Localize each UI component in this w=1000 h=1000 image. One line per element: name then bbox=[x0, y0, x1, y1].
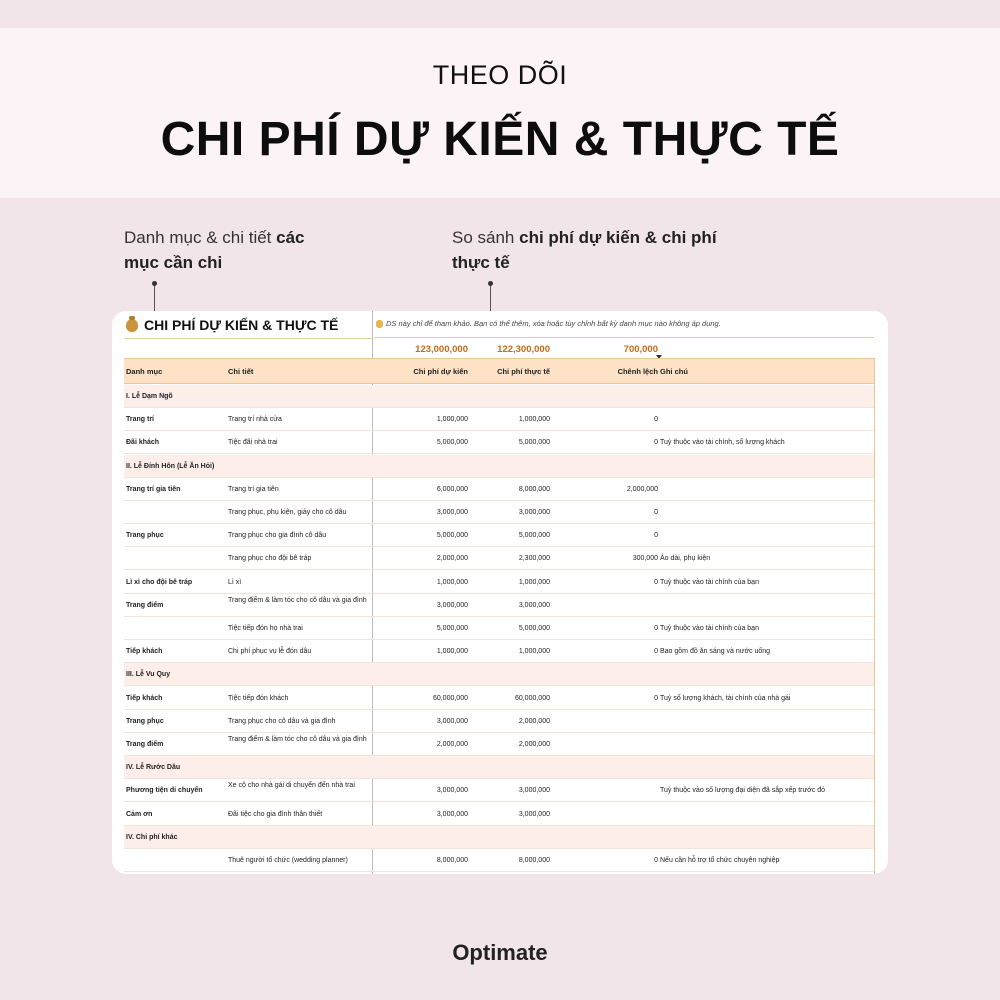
cell-category[interactable]: Tiếp khách bbox=[126, 648, 163, 656]
section-label[interactable]: II. Lễ Đính Hôn (Lễ Ăn Hỏi) bbox=[126, 462, 215, 470]
cell-actual[interactable]: 8,000,000 bbox=[518, 485, 550, 493]
cell-category[interactable]: Trang trí bbox=[126, 416, 155, 424]
cell-planned[interactable]: 5,000,000 bbox=[436, 439, 468, 447]
sheet-title bbox=[126, 317, 338, 333]
pointing-hand-icon bbox=[376, 320, 383, 328]
section-row bbox=[124, 455, 874, 478]
sheet-title-text: CHI PHÍ DỰ KIẾN & THỰC TẾ bbox=[144, 317, 339, 333]
cell-actual[interactable]: 1,000,000 bbox=[518, 416, 550, 424]
annotation-left bbox=[124, 225, 344, 275]
cell-detail[interactable]: Trang phục, phụ kiện, giày cho cô dâu bbox=[228, 509, 347, 516]
table-row bbox=[124, 803, 874, 826]
cell-note[interactable]: Bao gồm đồ ăn sáng và nước uống bbox=[660, 648, 771, 656]
cell-actual[interactable]: 1,000,000 bbox=[518, 648, 550, 656]
cell-note[interactable]: Tuỳ số lượng khách, tài chính của nhà gái bbox=[660, 694, 791, 702]
cell-difference[interactable]: 0 bbox=[654, 694, 658, 702]
column-header-difference[interactable]: Chênh lệch bbox=[617, 367, 658, 376]
table-row bbox=[124, 547, 874, 570]
cell-difference[interactable]: 0 bbox=[654, 648, 658, 656]
section-label[interactable]: IV. Chi phí khác bbox=[126, 833, 178, 841]
cell-actual[interactable]: 2,300,000 bbox=[518, 555, 550, 563]
table-row bbox=[124, 524, 874, 547]
column-header-category[interactable]: Danh mục bbox=[126, 367, 163, 376]
cell-category[interactable]: Phương tiện di chuyển bbox=[126, 787, 203, 795]
cell-planned[interactable]: 1,000,000 bbox=[436, 578, 468, 586]
section-row bbox=[124, 663, 874, 686]
cell-planned[interactable]: 8,000,000 bbox=[436, 857, 468, 864]
money-bag-icon bbox=[126, 319, 138, 332]
table-row bbox=[124, 431, 874, 454]
section-row bbox=[124, 385, 874, 408]
brand-logo: Optimate bbox=[452, 940, 548, 965]
cell-detail[interactable]: Chi phí phục vụ lễ đón dâu bbox=[228, 648, 312, 656]
cell-planned[interactable]: 3,000,000 bbox=[436, 717, 468, 725]
table-row bbox=[124, 594, 874, 617]
table-row bbox=[124, 640, 874, 663]
annotation-right-dot bbox=[488, 281, 493, 286]
total-difference[interactable]: 700,000 bbox=[623, 344, 658, 355]
annotation-right-text: So sánh bbox=[452, 228, 520, 247]
cell-actual[interactable]: 60,000,000 bbox=[514, 694, 550, 702]
cell-category[interactable]: Đãi khách bbox=[126, 439, 160, 447]
sheet-note bbox=[376, 319, 721, 328]
column-header-detail[interactable]: Chi tiết bbox=[228, 367, 254, 376]
cell-planned[interactable]: 5,000,000 bbox=[436, 625, 468, 632]
cell-detail[interactable]: Tiệc tiếp đón họ nhà trai bbox=[228, 625, 303, 632]
cell-actual[interactable]: 3,000,000 bbox=[518, 787, 550, 795]
cell-actual[interactable]: 3,000,000 bbox=[518, 601, 550, 609]
cell-note[interactable]: Tuỳ thuộc vào số lượng đại diện đã sắp xếp trước đó bbox=[660, 787, 825, 795]
table-row bbox=[124, 571, 874, 594]
expense-sheet bbox=[112, 311, 888, 874]
cell-category[interactable]: Cảm ơn bbox=[126, 810, 153, 818]
cell-detail[interactable]: Trang phục cho gia đình cô dâu bbox=[228, 532, 327, 540]
cell-actual[interactable]: 5,000,000 bbox=[518, 439, 550, 447]
cell-actual[interactable]: 1,000,000 bbox=[518, 578, 550, 586]
cell-planned[interactable]: 60,000,000 bbox=[432, 694, 468, 702]
section-row bbox=[124, 826, 874, 849]
cell-actual[interactable]: 8,000,000 bbox=[518, 857, 550, 864]
page-kicker: THEO DÕI bbox=[432, 60, 568, 90]
cell-note[interactable]: Tuỳ thuộc vào tài chính của bạn bbox=[660, 578, 759, 586]
cell-detail[interactable]: Đãi tiệc cho gia đình thân thiết bbox=[228, 810, 323, 818]
page-title: CHI PHÍ DỰ KIẾN & THỰC TẾ bbox=[160, 113, 840, 166]
cell-note[interactable]: Áo dài, phụ kiện bbox=[660, 555, 711, 563]
section-label[interactable]: IV. Lễ Rước Dâu bbox=[126, 764, 181, 772]
annotation-left-bold: các mục cần chi bbox=[124, 228, 305, 272]
total-actual[interactable]: 122,300,000 bbox=[497, 344, 550, 355]
table-row bbox=[124, 849, 874, 872]
cell-difference[interactable]: 0 bbox=[654, 416, 658, 424]
cell-detail[interactable]: Lì xì bbox=[228, 578, 242, 586]
annotation-right-bold: chi phí dự kiến & chi phí thực tế bbox=[452, 228, 717, 272]
cell-detail[interactable]: Thuê người tổ chức (wedding planner) bbox=[228, 857, 348, 864]
cell-detail[interactable]: Trang phục cho đội bê tráp bbox=[228, 555, 312, 563]
cell-actual[interactable]: 5,000,000 bbox=[518, 532, 550, 540]
annotation-left-text: Danh mục & chi tiết bbox=[124, 228, 277, 247]
cell-category[interactable]: Trang phục bbox=[126, 717, 164, 725]
totals-divider bbox=[374, 337, 874, 338]
cell-category[interactable]: Lì xì cho đội bê tráp bbox=[126, 578, 193, 586]
cell-category[interactable]: Trang trí gia tiên bbox=[126, 485, 181, 493]
cell-planned[interactable]: 5,000,000 bbox=[436, 532, 468, 540]
cell-planned[interactable]: 3,000,000 bbox=[436, 787, 468, 795]
cell-planned[interactable]: 3,000,000 bbox=[436, 810, 468, 818]
table-row bbox=[124, 617, 874, 640]
table-row bbox=[124, 779, 874, 802]
table-header bbox=[124, 358, 874, 384]
cell-planned[interactable]: 6,000,000 bbox=[436, 485, 468, 493]
cell-actual[interactable]: 3,000,000 bbox=[518, 810, 550, 818]
table-row bbox=[124, 687, 874, 710]
cell-actual[interactable]: 3,000,000 bbox=[518, 509, 550, 516]
table-row bbox=[124, 408, 874, 431]
cell-planned[interactable]: 1,000,000 bbox=[436, 648, 468, 656]
cell-difference[interactable]: 0 bbox=[654, 857, 658, 864]
cell-detail[interactable]: Trang điểm & làm tóc cho cô dâu và gia đình bbox=[228, 736, 367, 743]
cell-category[interactable]: Trang phục bbox=[126, 532, 164, 540]
cell-difference[interactable]: 300,000 bbox=[632, 555, 658, 563]
cell-difference[interactable]: 0 bbox=[654, 625, 658, 632]
cell-actual[interactable]: 2,000,000 bbox=[518, 741, 550, 748]
cell-category[interactable]: Trang điểm bbox=[126, 601, 164, 609]
table-row bbox=[124, 478, 874, 501]
section-row bbox=[124, 756, 874, 779]
annotation-left-pointer bbox=[154, 283, 155, 311]
total-planned[interactable]: 123,000,000 bbox=[415, 344, 468, 355]
cell-planned[interactable]: 1,000,000 bbox=[436, 416, 468, 424]
table-row bbox=[124, 501, 874, 524]
cell-category[interactable]: Trang điểm bbox=[126, 741, 164, 748]
column-header-note[interactable]: Ghi chú bbox=[660, 367, 688, 376]
cell-difference[interactable]: 0 bbox=[654, 532, 658, 540]
cell-planned[interactable]: 2,000,000 bbox=[436, 741, 468, 748]
column-header-actual[interactable]: Chi phí thực tế bbox=[497, 367, 550, 376]
sheet-note-text: DS này chỉ để tham khảo. Bạn có thể thêm, xóa hoặc tùy chỉnh bất kỳ danh mục nào không áp dụng. bbox=[386, 319, 721, 328]
cell-difference[interactable]: 0 bbox=[654, 439, 658, 447]
cell-note[interactable]: Tuỳ thuộc vào tài chính, số lượng khách bbox=[660, 439, 785, 447]
cell-detail[interactable]: Tiệc đãi nhà trai bbox=[228, 439, 278, 447]
cell-difference[interactable]: 2,000,000 bbox=[626, 485, 658, 493]
cell-difference[interactable]: 0 bbox=[654, 509, 658, 516]
cell-difference[interactable]: 0 bbox=[654, 578, 658, 586]
annotation-right bbox=[452, 225, 752, 275]
cell-detail[interactable]: Trang điểm & làm tóc cho cô dâu và gia đình bbox=[228, 596, 367, 604]
table-right-border bbox=[874, 358, 875, 874]
section-label[interactable]: III. Lễ Vu Quy bbox=[126, 671, 171, 679]
table-row bbox=[124, 710, 874, 733]
cell-detail[interactable]: Trang trí gia tiên bbox=[228, 485, 279, 493]
cell-detail[interactable]: Tiệc tiếp đón khách bbox=[228, 694, 289, 702]
cell-detail[interactable]: Xe cộ cho nhà gái di chuyển đến nhà trai bbox=[228, 782, 355, 790]
cell-planned[interactable]: 3,000,000 bbox=[436, 601, 468, 609]
cell-planned[interactable]: 3,000,000 bbox=[436, 509, 468, 516]
cell-note[interactable]: Tuỳ thuộc vào tài chính của bạn bbox=[660, 625, 759, 632]
title-divider bbox=[124, 338, 372, 339]
cell-note[interactable]: Nếu cần hỗ trợ tổ chức chuyên nghiệp bbox=[660, 857, 780, 864]
cell-planned[interactable]: 2,000,000 bbox=[436, 555, 468, 563]
table-row bbox=[124, 733, 874, 756]
cell-actual[interactable]: 2,000,000 bbox=[518, 717, 550, 725]
cell-detail[interactable]: Trang phục cho cô dâu và gia đình bbox=[228, 717, 336, 725]
section-label[interactable]: I. Lễ Dạm Ngõ bbox=[126, 393, 173, 400]
column-header-planned[interactable]: Chi phí dự kiến bbox=[413, 367, 468, 376]
annotation-left-dot bbox=[152, 281, 157, 286]
cell-detail[interactable]: Trang trí nhà cửa bbox=[228, 416, 282, 424]
cell-actual[interactable]: 5,000,000 bbox=[518, 625, 550, 632]
cell-category[interactable]: Tiếp khách bbox=[126, 694, 163, 702]
